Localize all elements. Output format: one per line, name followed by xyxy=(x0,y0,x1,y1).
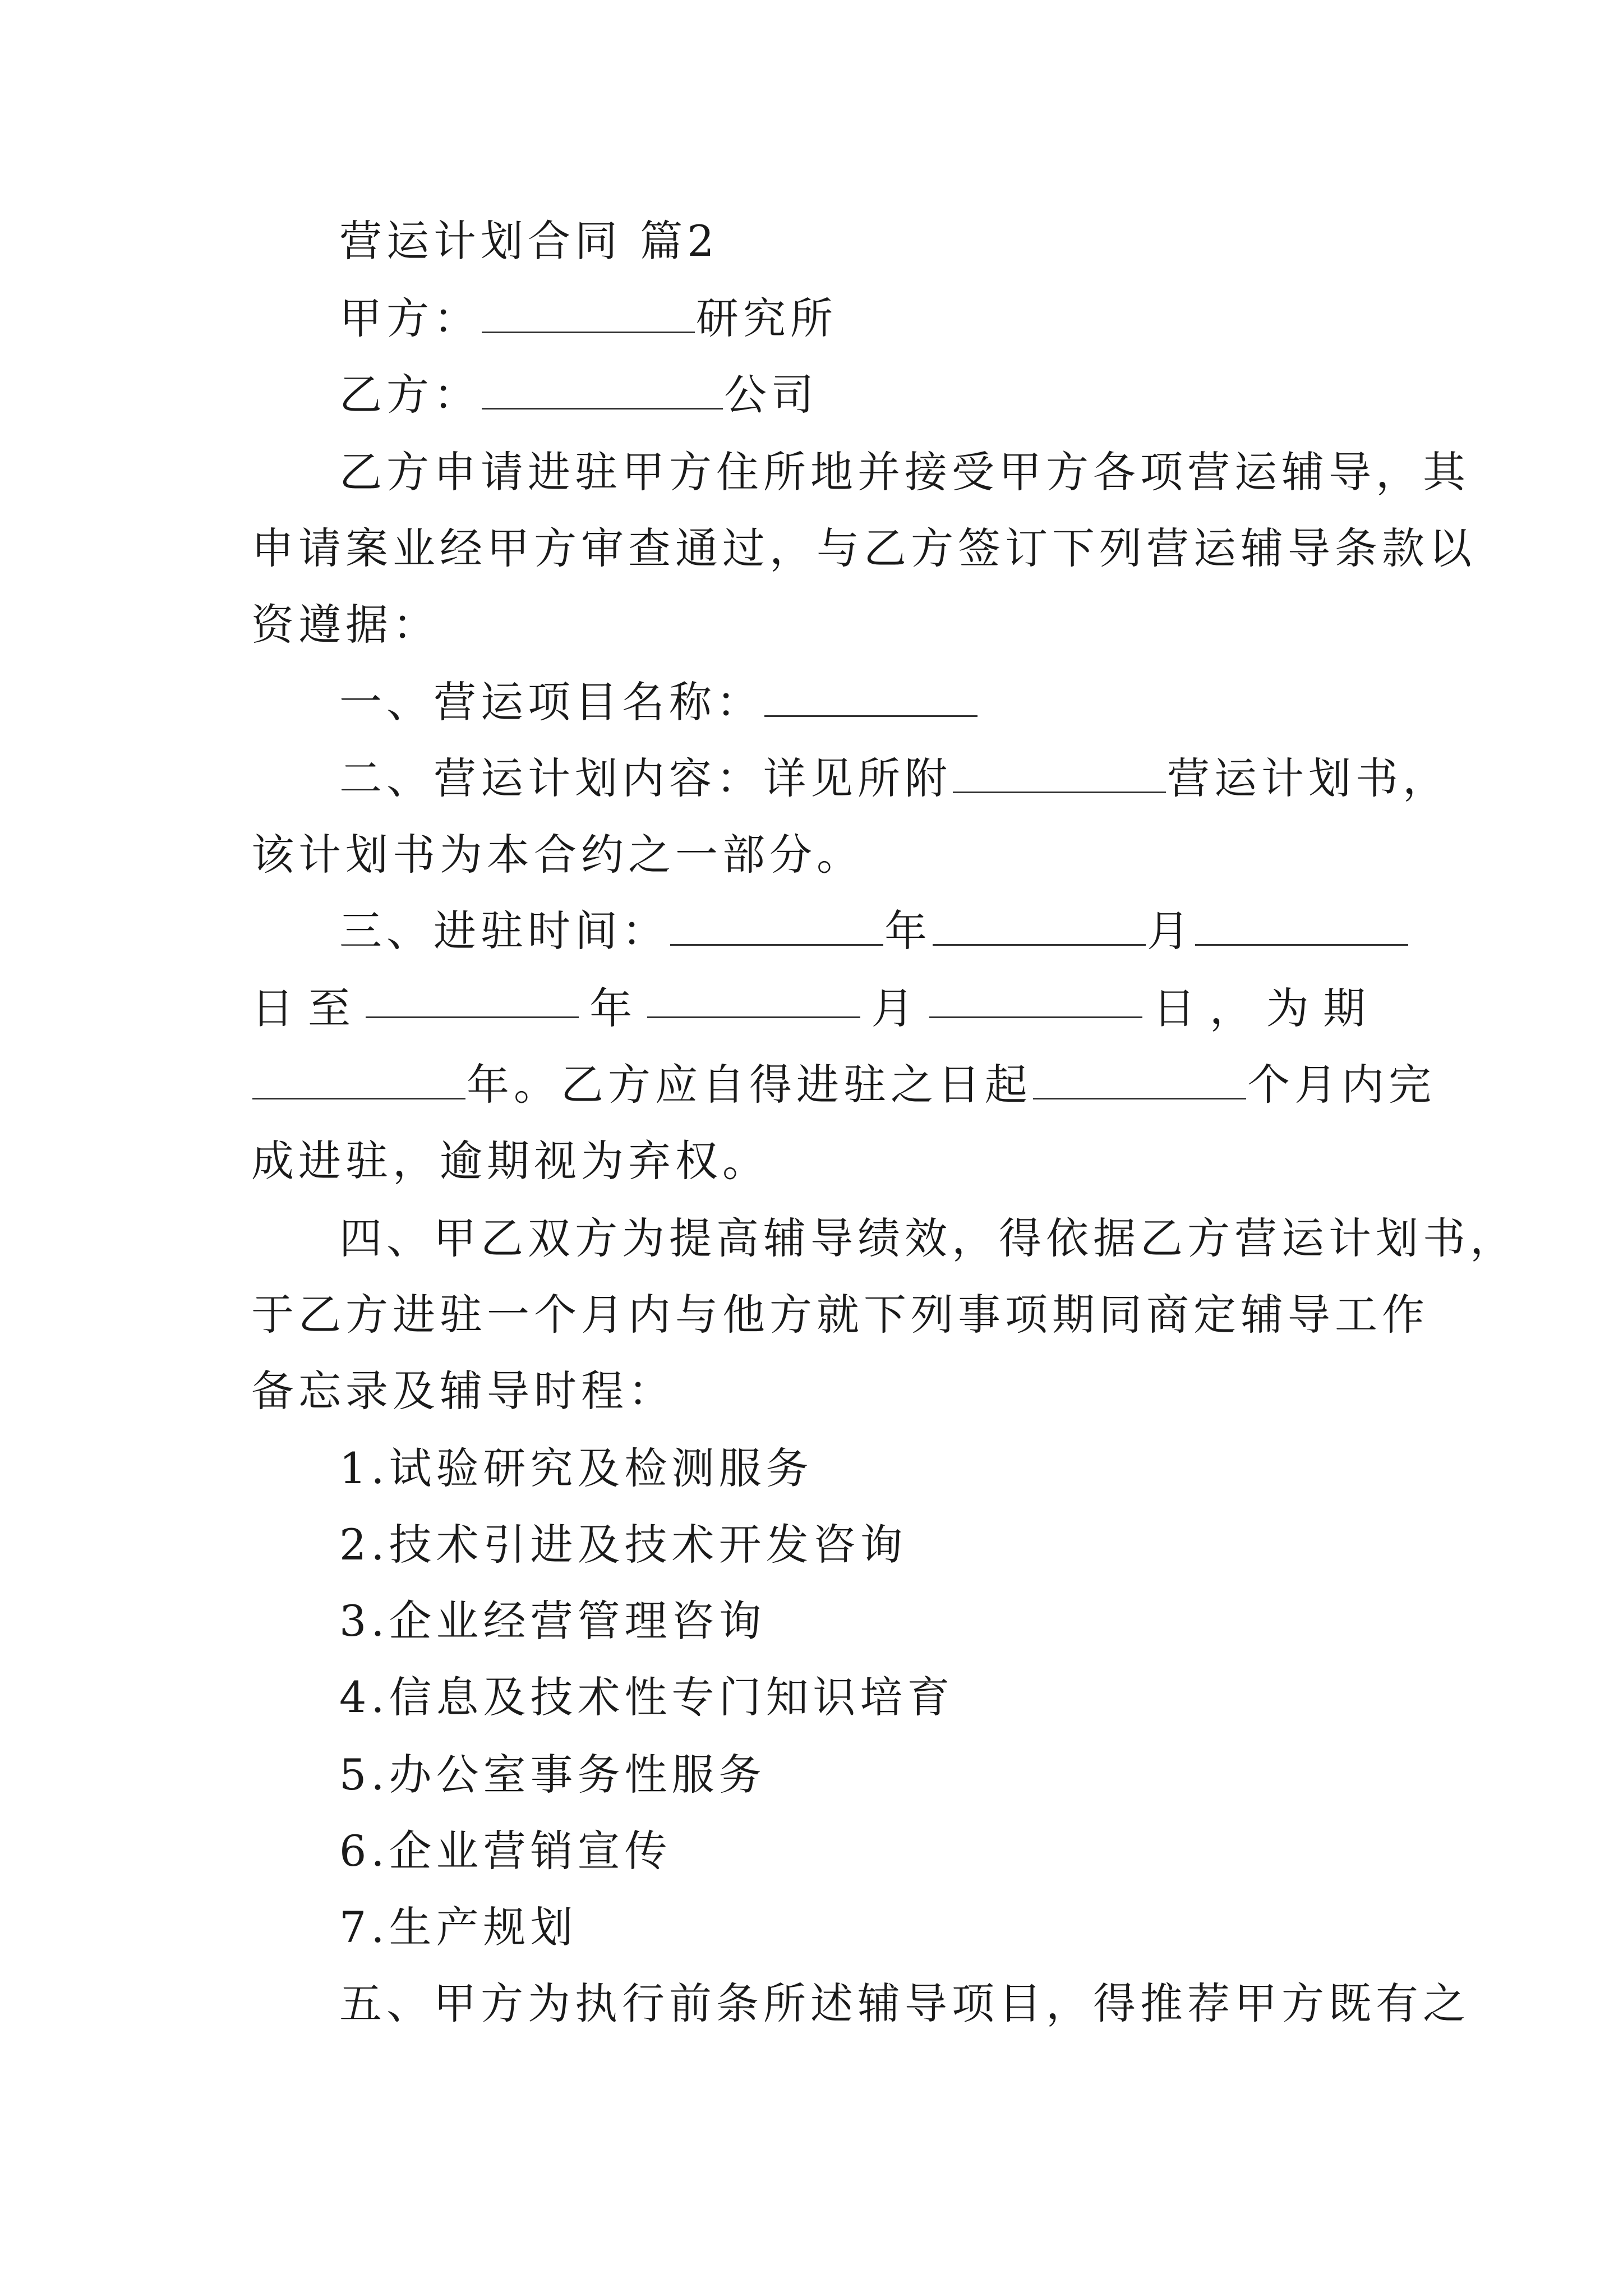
party-a-line xyxy=(339,292,837,346)
month-label-2: 月 xyxy=(871,983,919,1033)
months-blank xyxy=(1033,1063,1246,1099)
year-blank-2 xyxy=(366,982,579,1018)
clause-5-line-1: 五、甲方为执行前条所述辅导项目，得推荐甲方既有之 xyxy=(339,1978,1470,2028)
list-item: 5.办公室事务性服务 xyxy=(339,1750,766,1800)
document-title: 营运计划合同 篇2 xyxy=(339,216,719,266)
list-item: 2.技术引进及技术开发咨询 xyxy=(339,1520,907,1570)
year-blank-1 xyxy=(670,909,883,946)
clause-3-line-2 xyxy=(251,982,1370,1036)
clause-1-blank xyxy=(764,680,978,717)
party-a-label: 甲方： xyxy=(339,293,481,343)
duration-blank xyxy=(252,1063,465,1099)
intro-line-3: 资遵据： xyxy=(251,600,440,650)
clause-3-line-3-b: 个月内完 xyxy=(1247,1060,1436,1110)
list-item: 7.生产规划 xyxy=(339,1902,578,1952)
clause-3-prefix: 三、进驻时间： xyxy=(339,906,669,956)
comma-label: ， xyxy=(1209,983,1257,1033)
year-label-2: 年 xyxy=(589,983,637,1033)
list-item: 6.企业营销宣传 xyxy=(339,1826,672,1876)
to-label: 至 xyxy=(308,983,356,1033)
clause-3-line-3 xyxy=(251,1058,1436,1112)
clause-1-line xyxy=(339,675,979,729)
clause-4-line-2: 于乙方进驻一个月内与他方就下列事项期同商定辅导工作 xyxy=(251,1290,1429,1340)
list-item: 1.试验研究及检测服务 xyxy=(339,1443,813,1493)
intro-line-2: 申请案业经甲方审查通过，与乙方签订下列营运辅导条款以 xyxy=(251,523,1476,573)
month-blank-2 xyxy=(647,982,860,1018)
clause-3-line-4: 成进驻，逾期视为弃权。 xyxy=(251,1136,769,1186)
party-b-label: 乙方： xyxy=(339,370,481,420)
party-a-suffix: 研究所 xyxy=(696,293,837,343)
clause-4-line-1: 四、甲乙双方为提高辅导绩效，得依据乙方营运计划书， xyxy=(339,1213,1517,1263)
clause-2-line-1 xyxy=(339,752,1450,806)
for-label: 为 xyxy=(1266,983,1313,1033)
clause-3-line-1 xyxy=(339,904,1409,958)
year-label-1: 年 xyxy=(884,906,932,956)
clause-2-line-2: 该计划书为本合约之一部分。 xyxy=(251,830,864,880)
month-label-1: 月 xyxy=(1147,906,1194,956)
clause-1-text: 一、营运项目名称： xyxy=(339,677,763,727)
month-blank-1 xyxy=(933,909,1146,946)
clause-2-blank xyxy=(953,757,1166,793)
party-b-suffix: 公司 xyxy=(724,370,818,420)
clause-3-line-3-a: 年。乙方应自得进驻之日起 xyxy=(467,1060,1032,1110)
day-label-1: 日 xyxy=(251,983,298,1033)
clause-4-line-3: 备忘录及辅导时程： xyxy=(251,1366,675,1416)
period-label: 期 xyxy=(1322,983,1370,1033)
party-b-line xyxy=(339,368,818,422)
party-a-blank xyxy=(482,297,695,333)
intro-line-1: 乙方申请进驻甲方住所地并接受甲方各项营运辅导，其 xyxy=(339,447,1470,497)
party-b-blank xyxy=(482,373,723,409)
clause-2-prefix: 二、营运计划内容：详见所附 xyxy=(339,753,952,803)
list-item: 3.企业经营管理咨询 xyxy=(339,1596,766,1646)
list-item: 4.信息及技术性专门知识培育 xyxy=(339,1672,955,1722)
day-blank-2 xyxy=(929,982,1142,1018)
day-label-2: 日 xyxy=(1152,983,1200,1033)
clause-2-suffix: 营运计划书， xyxy=(1167,753,1450,803)
day-blank-1 xyxy=(1195,909,1408,946)
